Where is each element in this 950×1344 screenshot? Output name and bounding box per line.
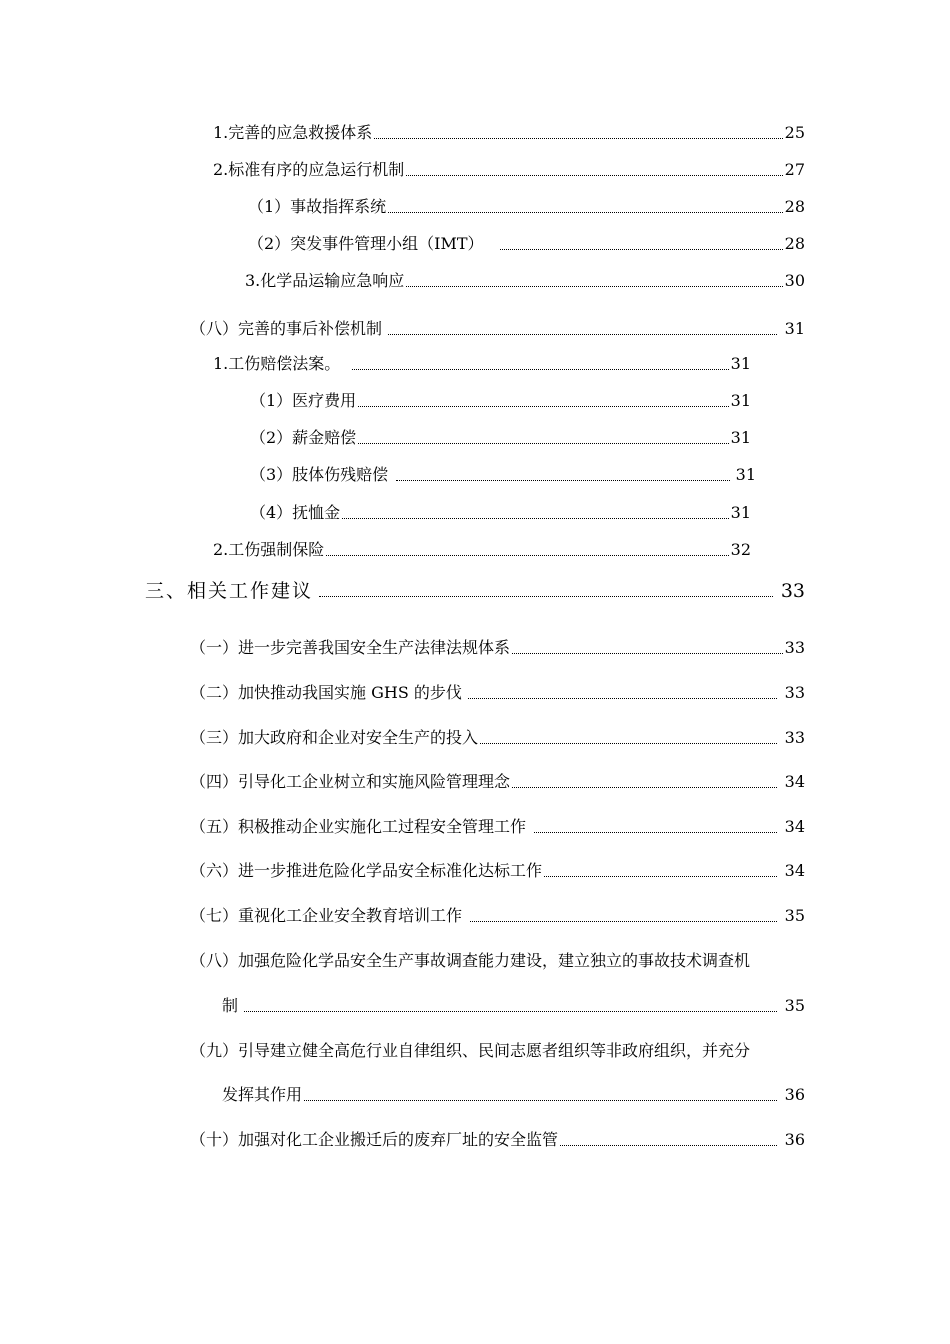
toc-entry-page: 27 xyxy=(784,160,805,179)
toc-entry[interactable] xyxy=(245,270,805,292)
toc-entry-page: 28 xyxy=(784,234,805,253)
toc-entry-page: 28 xyxy=(784,197,805,216)
toc-entry-label: （八）加强危险化学品安全生产事故调查能力建设，建立独立的事故技术调查机 xyxy=(190,951,751,970)
toc-entry-page: 36 xyxy=(784,1130,805,1149)
toc-entry-chapter[interactable] xyxy=(145,578,805,604)
toc-entry[interactable] xyxy=(190,1040,810,1062)
toc-entry[interactable] xyxy=(213,159,805,181)
toc-entry[interactable] xyxy=(190,860,805,882)
toc-entry-label: （八）完善的事后补偿机制 xyxy=(190,319,383,338)
toc-entry-label: 2.标准有序的应急运行机制 xyxy=(213,160,405,179)
toc-entry[interactable] xyxy=(213,122,805,144)
toc-entry-page: 35 xyxy=(784,906,805,925)
toc-entry[interactable] xyxy=(190,905,805,927)
toc-entry-label: （九）引导建立健全高危行业自律组织、民间志愿者组织等非政府组织，并充分 xyxy=(190,1041,751,1060)
toc-entry-label: （十）加强对化工企业搬迁后的废弃厂址的安全监管 xyxy=(190,1130,559,1149)
toc-entry-page: 31 xyxy=(730,503,751,522)
toc-entry-page: 31 xyxy=(730,354,751,373)
toc-entry-label: （1）医疗费用 xyxy=(250,391,357,410)
toc-entry-label: 1.完善的应急救援体系 xyxy=(213,123,373,142)
toc-entry[interactable] xyxy=(190,950,810,972)
toc-entry-label: 3.化学品运输应急响应 xyxy=(245,271,405,290)
toc-entry-continuation[interactable] xyxy=(222,995,805,1017)
toc-entry[interactable] xyxy=(250,464,756,486)
toc-entry[interactable] xyxy=(250,427,751,449)
toc-entry-label: 发挥其作用 xyxy=(222,1085,303,1104)
toc-entry-page: 34 xyxy=(784,817,805,836)
toc-entry-label: 1.工伤赔偿法案。 xyxy=(213,354,341,373)
dot-leader xyxy=(560,1145,777,1146)
toc-entry-continuation[interactable] xyxy=(222,1084,805,1106)
toc-entry-label: （2）薪金赔偿 xyxy=(250,428,357,447)
toc-entry-page: 33 xyxy=(784,638,805,657)
dot-leader xyxy=(244,1011,777,1012)
dot-leader xyxy=(388,212,782,213)
toc-entry-label: （三）加大政府和企业对安全生产的投入 xyxy=(190,728,479,747)
dot-leader xyxy=(342,518,728,519)
toc-entry-page: 34 xyxy=(784,772,805,791)
dot-leader xyxy=(396,480,729,481)
dot-leader xyxy=(470,921,777,922)
dot-leader xyxy=(512,787,777,788)
dot-leader xyxy=(304,1100,777,1101)
toc-entry[interactable] xyxy=(248,233,805,255)
toc-entry-label: 制 xyxy=(222,996,239,1015)
toc-entry-label: （一）进一步完善我国安全生产法律法规体系 xyxy=(190,638,511,657)
dot-leader xyxy=(406,286,782,287)
toc-entry-page: 30 xyxy=(784,271,805,290)
toc-entry[interactable] xyxy=(250,390,751,412)
toc-entry-page: 35 xyxy=(784,996,805,1015)
toc-entry-page: 25 xyxy=(784,123,805,142)
dot-leader xyxy=(319,596,773,597)
dot-leader xyxy=(326,555,728,556)
toc-entry[interactable] xyxy=(213,353,751,375)
toc-entry-page: 31 xyxy=(784,319,805,338)
toc-entry[interactable] xyxy=(190,682,805,704)
toc-entry[interactable] xyxy=(213,539,751,561)
dot-leader xyxy=(358,443,728,444)
toc-entry-label: （3）肢体伤残赔偿 xyxy=(250,465,389,484)
dot-leader xyxy=(352,369,728,370)
toc-entry-page: 32 xyxy=(730,540,751,559)
dot-leader xyxy=(512,653,783,654)
dot-leader xyxy=(358,406,728,407)
dot-leader xyxy=(500,249,783,250)
toc-entry-label: 三、相关工作建议 xyxy=(145,580,314,602)
dot-leader xyxy=(480,743,777,744)
toc-entry-label: （4）抚恤金 xyxy=(250,503,341,522)
toc-entry-page: 31 xyxy=(730,391,751,410)
toc-entry[interactable] xyxy=(190,771,805,793)
dot-leader xyxy=(534,832,777,833)
toc-entry-page: 31 xyxy=(735,465,756,484)
toc-entry[interactable] xyxy=(190,1129,805,1151)
toc-entry-page: 33 xyxy=(784,728,805,747)
toc-entry-label: （五）积极推动企业实施化工过程安全管理工作 xyxy=(190,817,527,836)
toc-entry[interactable] xyxy=(190,637,805,659)
toc-entry-label: （六）进一步推进危险化学品安全标准化达标工作 xyxy=(190,861,543,880)
toc-entry-page: 36 xyxy=(784,1085,805,1104)
toc-entry-page: 31 xyxy=(730,428,751,447)
toc-entry[interactable] xyxy=(190,816,805,838)
toc-entry-label: （二）加快推动我国实施 GHS 的步伐 xyxy=(190,683,462,702)
dot-leader xyxy=(388,334,777,335)
toc-entry-label: （七）重视化工企业安全教育培训工作 xyxy=(190,906,463,925)
dot-leader xyxy=(406,175,782,176)
toc-entry-page: 33 xyxy=(780,580,805,602)
toc-entry[interactable] xyxy=(190,318,805,340)
dot-leader xyxy=(468,698,777,699)
toc-entry-label: （四）引导化工企业树立和实施风险管理理念 xyxy=(190,772,511,791)
toc-entry[interactable] xyxy=(190,727,805,749)
dot-leader xyxy=(544,876,777,877)
dot-leader xyxy=(374,138,782,139)
toc-entry-page: 34 xyxy=(784,861,805,880)
toc-entry[interactable] xyxy=(248,196,805,218)
toc-entry-label: 2.工伤强制保险 xyxy=(213,540,325,559)
toc-entry-label: （2）突发事件管理小组（IMT） xyxy=(248,234,484,253)
toc-entry-label: （1）事故指挥系统 xyxy=(248,197,387,216)
toc-entry-page: 33 xyxy=(784,683,805,702)
toc-entry[interactable] xyxy=(250,502,751,524)
